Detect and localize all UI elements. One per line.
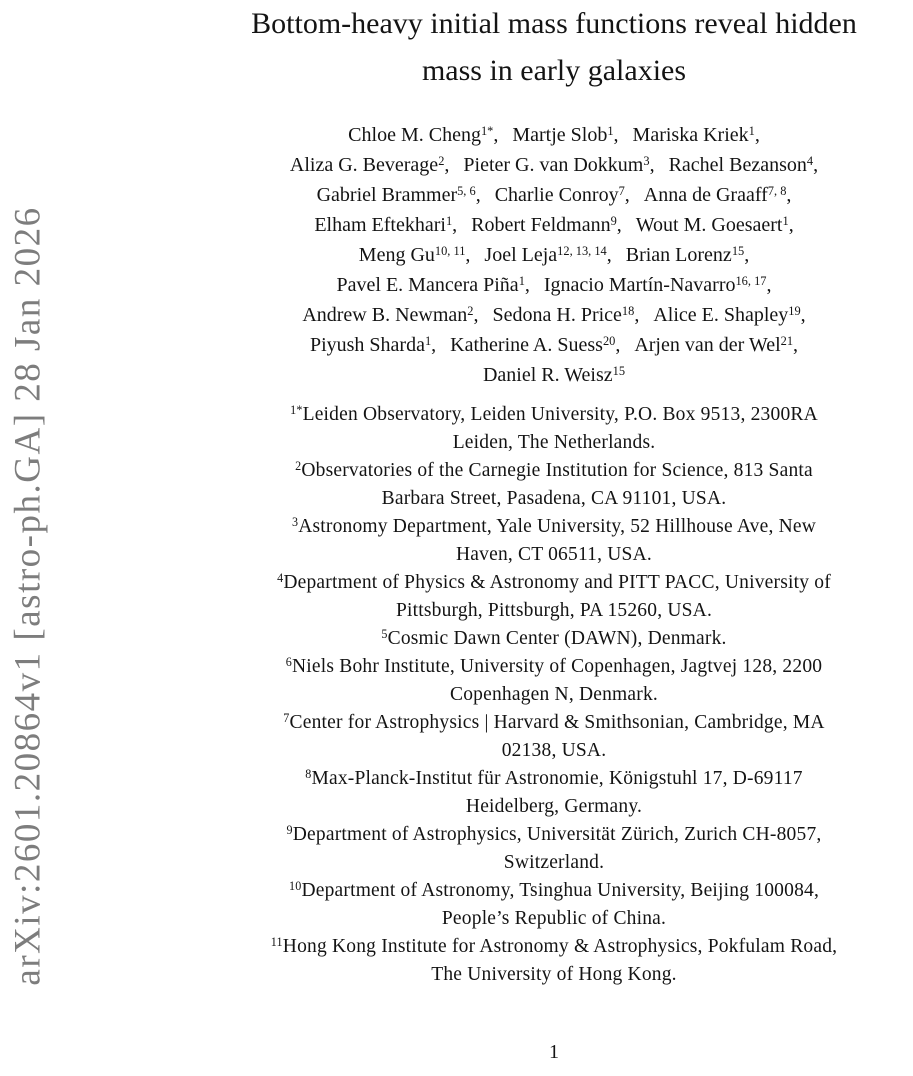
author-name: Meng Gu — [358, 244, 435, 266]
author-affiliation-sup: 15 — [612, 363, 626, 378]
author-affiliation-sup: 1 — [748, 123, 755, 138]
author-name: Rachel Bezanson — [668, 154, 807, 176]
author — [359, 244, 466, 266]
author-name: Piyush Sharda — [309, 334, 425, 356]
affiliation — [196, 569, 912, 625]
affiliation-text: Astronomy Department, Yale University, 52 Hillhouse Ave, New — [298, 516, 817, 537]
author-affiliation-sup: 2 — [467, 303, 474, 318]
affiliation-list — [196, 401, 912, 989]
author-name: Martje Slob — [512, 124, 608, 146]
author — [314, 214, 452, 236]
author-name: Daniel R. Weisz — [482, 364, 613, 386]
author-name: Aliza G. Beverage — [289, 154, 439, 176]
author — [634, 334, 793, 356]
affiliation-text: Pittsburgh, Pittsburgh, PA 15260, USA. — [395, 600, 713, 621]
author-name: Ignacio Martín-Navarro — [543, 274, 736, 296]
author — [626, 244, 744, 266]
affiliation-text: People’s Republic of China. — [441, 908, 667, 929]
author — [317, 184, 476, 206]
author — [633, 124, 755, 146]
affiliation-line — [196, 905, 912, 933]
affiliation-text: Haven, CT 06511, USA. — [456, 544, 652, 565]
affiliation-number-sup: 2 — [295, 458, 302, 473]
affiliation-line — [196, 933, 912, 961]
affiliation-text: Cosmic Dawn Center (DAWN), Denmark. — [387, 628, 727, 649]
paper-title-line-1: Bottom-heavy initial mass functions reveal hidden — [251, 7, 857, 40]
author — [669, 154, 813, 176]
author-affiliation-sup: 1 — [782, 213, 789, 228]
affiliation-text: Leiden, The Netherlands. — [452, 432, 656, 453]
author-name: Chloe M. Cheng — [348, 124, 481, 146]
author-name: Charlie Conroy — [494, 184, 619, 206]
affiliation-text: Heidelberg, Germany. — [465, 796, 643, 817]
author — [463, 154, 649, 176]
author-line: Andrew B. Newman$^2$, Sedona H. Price$^{18}$, Alice E. Shapley$^{19}$, — [302, 303, 806, 326]
affiliation — [196, 513, 912, 569]
affiliation-line — [196, 849, 912, 877]
paper-title — [196, 0, 912, 94]
affiliation-line — [196, 541, 912, 569]
title-page-content — [196, 0, 912, 989]
author-affiliation-sup: 1 — [518, 273, 525, 288]
affiliation-text: Copenhagen N, Denmark. — [449, 684, 658, 705]
author-line: Aliza G. Beverage$^2$, Pieter G. van Dokkum$^3$, Rachel Bezanson$^4$, — [289, 153, 819, 176]
author-name: Andrew B. Newman — [302, 304, 468, 326]
affiliation-line — [196, 793, 912, 821]
affiliation — [196, 877, 912, 933]
affiliation — [196, 821, 912, 877]
author-name: Mariska Kriek — [632, 124, 749, 146]
affiliation-line — [196, 429, 912, 457]
author-affiliation-sup: 9 — [610, 213, 617, 228]
author — [302, 304, 473, 326]
author-line: Piyush Sharda$^1$, Katherine A. Suess$^{20}$, Arjen van der Wel$^{21}$, — [309, 333, 799, 356]
author — [495, 184, 625, 206]
author-affiliation-sup: 19 — [788, 303, 801, 318]
affiliation-number-sup: 7 — [283, 710, 290, 725]
affiliation-text: Hong Kong Institute for Astronomy & Astrophysics, Pokfulam Road, — [282, 936, 838, 957]
affiliation — [196, 401, 912, 457]
author — [644, 184, 787, 206]
author-name: Pieter G. van Dokkum — [463, 154, 644, 176]
affiliation-line — [196, 709, 912, 737]
affiliation-line — [196, 569, 912, 597]
affiliation-text: 02138, USA. — [501, 740, 607, 761]
author-affiliation-sup: 12, 13, 14 — [557, 243, 607, 258]
affiliation — [196, 625, 912, 653]
affiliation-text: Center for Astrophysics | Harvard & Smithsonian, Cambridge, MA — [289, 712, 825, 733]
affiliation-line — [196, 457, 912, 485]
author-affiliation-sup: 1 — [445, 213, 453, 228]
affiliation-line — [196, 737, 912, 765]
author-line: Chloe M. Cheng$^{1*}$, Martje Slob$^1$, Mariska Kriek$^1$, — [348, 123, 760, 146]
author-name: Alice E. Shapley — [653, 304, 789, 326]
affiliation-line — [196, 401, 912, 429]
affiliation-line — [196, 653, 912, 681]
paper-title-line-2: mass in early galaxies — [421, 54, 687, 87]
author-affiliation-sup: 1* — [480, 123, 494, 138]
affiliation-line — [196, 961, 912, 989]
affiliation-text: Department of Physics & Astronomy and PITT PACC, University of — [283, 572, 831, 593]
author-line: Elham Eftekhari$^1$, Robert Feldmann$^9$, Wout M. Goesaert$^1$, — [314, 213, 794, 236]
affiliation-text: Observatories of the Carnegie Institution for Science, 813 Santa — [301, 460, 813, 481]
author — [337, 274, 525, 296]
author — [483, 364, 625, 386]
author-line: Pavel E. Mancera Piña$^1$, Ignacio Martín-Navarro$^{16, 17}$, — [336, 273, 772, 296]
arxiv-watermark: arXiv:2601.20864v1 [astro-ph.GA] 28 Jan 2026 — [7, 206, 49, 986]
author-affiliation-sup: 20 — [602, 333, 616, 348]
affiliation — [196, 933, 912, 989]
author — [484, 244, 606, 266]
author-name: Robert Feldmann — [471, 214, 611, 236]
author — [653, 304, 800, 326]
affiliation-number-sup: 3 — [291, 514, 299, 529]
affiliation-text: Max-Planck-Institut für Astronomie, Königstuhl 17, D-69117 — [311, 768, 803, 789]
author — [636, 214, 789, 236]
author-list — [196, 120, 912, 390]
author-affiliation-sup: 4 — [806, 153, 814, 168]
author — [310, 334, 431, 356]
author-name: Arjen van der Wel — [634, 334, 781, 356]
affiliation-text: Switzerland. — [503, 852, 605, 873]
author-affiliation-sup: 7 — [618, 183, 625, 198]
affiliation — [196, 765, 912, 821]
affiliation-text: Department of Astronomy, Tsinghua University, Beijing 100084, — [301, 880, 820, 901]
author-name: Joel Leja — [484, 244, 558, 266]
affiliation — [196, 709, 912, 765]
author-name: Anna de Graaff — [643, 184, 768, 206]
author-name: Wout M. Goesaert — [635, 214, 783, 236]
author-affiliation-sup: 18 — [621, 303, 635, 318]
author-name: Katherine A. Suess — [450, 334, 603, 356]
author-name: Elham Eftekhari — [314, 214, 446, 236]
author-line: Gabriel Brammer$^{5, 6}$, Charlie Conroy$^7$, Anna de Graaff$^{7, 8}$, — [316, 183, 792, 206]
affiliation-line — [196, 765, 912, 793]
affiliation-text: The University of Hong Kong. — [431, 964, 677, 985]
author — [512, 124, 613, 146]
author-affiliation-sup: 10, 11 — [434, 243, 466, 258]
affiliation-line — [196, 513, 912, 541]
author-name: Sedona H. Price — [492, 304, 622, 326]
author-affiliation-sup: 15 — [731, 243, 745, 258]
author — [348, 124, 493, 146]
affiliation-line — [196, 681, 912, 709]
author-affiliation-sup: 16, 17 — [735, 273, 767, 288]
affiliation-number-sup: 9 — [286, 822, 293, 837]
author-affiliation-sup: 7, 8 — [767, 183, 787, 198]
author-affiliation-sup: 3 — [643, 153, 650, 168]
affiliation-text: Niels Bohr Institute, University of Copenhagen, Jagtvej 128, 2200 — [292, 656, 823, 677]
affiliation-number-sup: 6 — [285, 654, 293, 669]
author-affiliation-sup: 21 — [780, 333, 794, 348]
affiliation — [196, 653, 912, 709]
author-line — [196, 360, 912, 390]
author — [450, 334, 615, 356]
author-affiliation-sup: 2 — [438, 153, 445, 168]
author-name: Pavel E. Mancera Piña — [336, 274, 519, 296]
author-name: Gabriel Brammer — [316, 184, 458, 206]
affiliation-number-sup: 11 — [270, 934, 283, 949]
affiliation-number-sup: 5 — [381, 626, 388, 641]
author-affiliation-sup: 1 — [607, 123, 614, 138]
affiliation-line — [196, 877, 912, 905]
page-number: 1 — [549, 1041, 559, 1063]
affiliation-number-sup: 8 — [305, 766, 312, 781]
author — [471, 214, 617, 236]
affiliation-number-sup: 10 — [288, 878, 302, 893]
affiliation-text: Leiden Observatory, Leiden University, P.O. Box 9513, 2300RA — [302, 404, 818, 425]
author-affiliation-sup: 1 — [424, 333, 432, 348]
author-name: Brian Lorenz — [625, 244, 732, 266]
author-line: Meng Gu$^{10, 11}$, Joel Leja$^{12, 13, 14}$, Brian Lorenz$^{15}$, — [358, 243, 750, 266]
affiliation-number-sup: 4 — [277, 570, 284, 585]
author — [544, 274, 767, 296]
affiliation-line — [196, 485, 912, 513]
author — [493, 304, 635, 326]
affiliation-line — [196, 821, 912, 849]
author — [290, 154, 444, 176]
affiliation — [196, 457, 912, 513]
author-affiliation-sup: 5, 6 — [457, 183, 476, 198]
affiliation-text: Barbara Street, Pasadena, CA 91101, USA. — [381, 488, 727, 509]
affiliation-line — [196, 625, 912, 653]
affiliation-text: Department of Astrophysics, Universität Zürich, Zurich CH-8057, — [292, 824, 822, 845]
affiliation-number-sup: 1* — [290, 402, 303, 417]
affiliation-line — [196, 597, 912, 625]
